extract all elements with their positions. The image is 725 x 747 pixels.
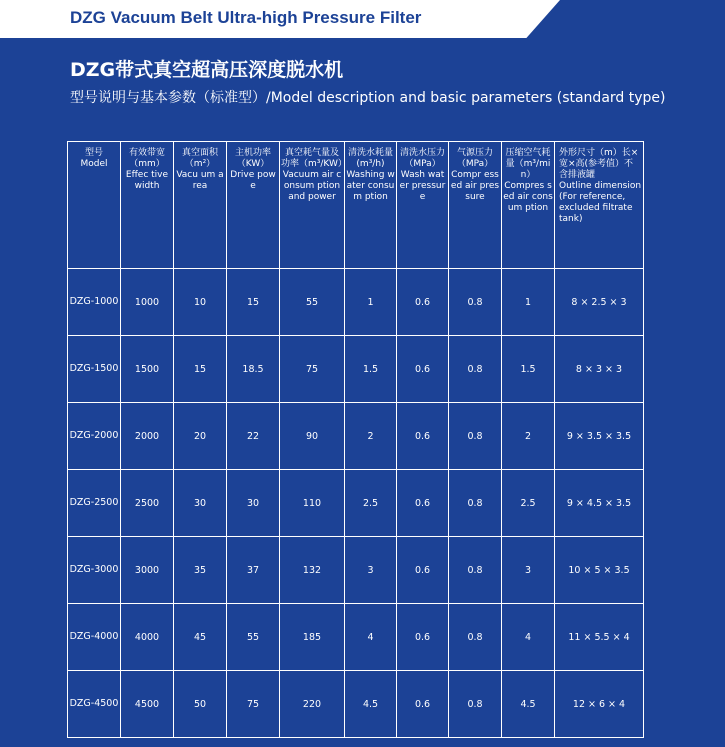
table-cell: 30 (174, 470, 227, 537)
table-cell: 0.6 (397, 537, 449, 604)
table-cell: 1 (345, 269, 397, 336)
table-cell: 0.8 (449, 269, 502, 336)
table-row (68, 403, 644, 470)
table-cell: 185 (280, 604, 345, 671)
table-cell: 22 (227, 403, 280, 470)
table-cell: 4.5 (345, 671, 397, 738)
table-cell: 37 (227, 537, 280, 604)
table-cell: 4.5 (502, 671, 555, 738)
table-cell: 0.8 (449, 604, 502, 671)
model-cell: DZG-3000 (68, 537, 121, 604)
table-cell: 220 (280, 671, 345, 738)
table-cell: 15 (227, 269, 280, 336)
model-cell: DZG-4500 (68, 671, 121, 738)
table-cell: 10 (174, 269, 227, 336)
table-cell: 4500 (121, 671, 174, 738)
header-drive-power: 主机功率（KW） Drive powe (227, 142, 280, 269)
table-cell: 4000 (121, 604, 174, 671)
page-subtitle: 型号说明与基本参数（标准型）/Model description and basic parameters (standard type) (70, 90, 666, 106)
table-cell: 1.5 (502, 336, 555, 403)
model-cell: DZG-1500 (68, 336, 121, 403)
header-model: 型号 Model (68, 142, 121, 269)
table-cell: 50 (174, 671, 227, 738)
header-compressed-air-pressure: 气源压力（MPa） Compr essed air pressure (449, 142, 502, 269)
table-cell: 3000 (121, 537, 174, 604)
header-effective-width: 有效带宽（mm） Effec tive width (121, 142, 174, 269)
table-cell: 110 (280, 470, 345, 537)
table-cell: 55 (227, 604, 280, 671)
table-row (68, 470, 644, 537)
table-cell: 0.8 (449, 470, 502, 537)
table-cell: 12 × 6 × 4 (555, 671, 644, 738)
table-header-row (68, 142, 644, 269)
table-row (68, 671, 644, 738)
table-cell: 10 × 5 × 3.5 (555, 537, 644, 604)
table-row (68, 537, 644, 604)
table-cell: 0.6 (397, 403, 449, 470)
table-cell: 2 (345, 403, 397, 470)
header-compressed-air-consumption: 压缩空气耗量（m³/min） Compres sed air consum ption (502, 142, 555, 269)
table-cell: 90 (280, 403, 345, 470)
table-cell: 8 × 3 × 3 (555, 336, 644, 403)
header-banner (0, 0, 725, 38)
table-cell: 0.8 (449, 671, 502, 738)
table-cell: 0.6 (397, 269, 449, 336)
table-cell: 11 × 5.5 × 4 (555, 604, 644, 671)
table-cell: 0.6 (397, 671, 449, 738)
model-cell: DZG-4000 (68, 604, 121, 671)
table-cell: 1500 (121, 336, 174, 403)
table-cell: 0.8 (449, 537, 502, 604)
table-cell: 30 (227, 470, 280, 537)
table-cell: 2.5 (502, 470, 555, 537)
page-title: DZG带式真空超高压深度脱水机 (70, 59, 344, 81)
header-outline-dimension: 外形尺寸（m）长×宽×高(参考值）不含排液罐 Outline dimension (For reference, excluded filtrate tank) (555, 142, 644, 269)
table-cell: 45 (174, 604, 227, 671)
table-cell: 9 × 4.5 × 3.5 (555, 470, 644, 537)
table-cell: 1 (502, 269, 555, 336)
table-cell: 18.5 (227, 336, 280, 403)
table-cell: 132 (280, 537, 345, 604)
table-cell: 2.5 (345, 470, 397, 537)
table-cell: 2 (502, 403, 555, 470)
table-cell: 15 (174, 336, 227, 403)
table-cell: 8 × 2.5 × 3 (555, 269, 644, 336)
table-cell: 35 (174, 537, 227, 604)
table-cell: 0.8 (449, 336, 502, 403)
header-vacuum-air: 真空耗气量及功率（m³/KW） Vacuum air consum ption and power (280, 142, 345, 269)
model-cell: DZG-2500 (68, 470, 121, 537)
table-cell: 1000 (121, 269, 174, 336)
model-cell: DZG-2000 (68, 403, 121, 470)
table-cell: 2000 (121, 403, 174, 470)
table-cell: 3 (502, 537, 555, 604)
header-washing-water: 清洗水耗量(m³/h) Washing water consum ption (345, 142, 397, 269)
table-cell: 1.5 (345, 336, 397, 403)
table-cell: 0.8 (449, 403, 502, 470)
table-cell: 75 (227, 671, 280, 738)
table-cell: 0.6 (397, 604, 449, 671)
table-row (68, 604, 644, 671)
table-cell: 55 (280, 269, 345, 336)
table-cell: 3 (345, 537, 397, 604)
table-cell: 9 × 3.5 × 3.5 (555, 403, 644, 470)
table-cell: 4 (345, 604, 397, 671)
parameters-table (67, 141, 644, 738)
table-cell: 0.6 (397, 336, 449, 403)
header-wash-pressure: 清洗水压力（MPa） Wash water pressure (397, 142, 449, 269)
table-row (68, 269, 644, 336)
table-cell: 2500 (121, 470, 174, 537)
table-cell: 0.6 (397, 470, 449, 537)
table-cell: 4 (502, 604, 555, 671)
model-cell: DZG-1000 (68, 269, 121, 336)
table-cell: 75 (280, 336, 345, 403)
table-cell: 20 (174, 403, 227, 470)
table-row (68, 336, 644, 403)
banner-title: DZG Vacuum Belt Ultra-high Pressure Filter (70, 8, 422, 27)
header-vacuum-area: 真空面积（m²） Vacu um area (174, 142, 227, 269)
